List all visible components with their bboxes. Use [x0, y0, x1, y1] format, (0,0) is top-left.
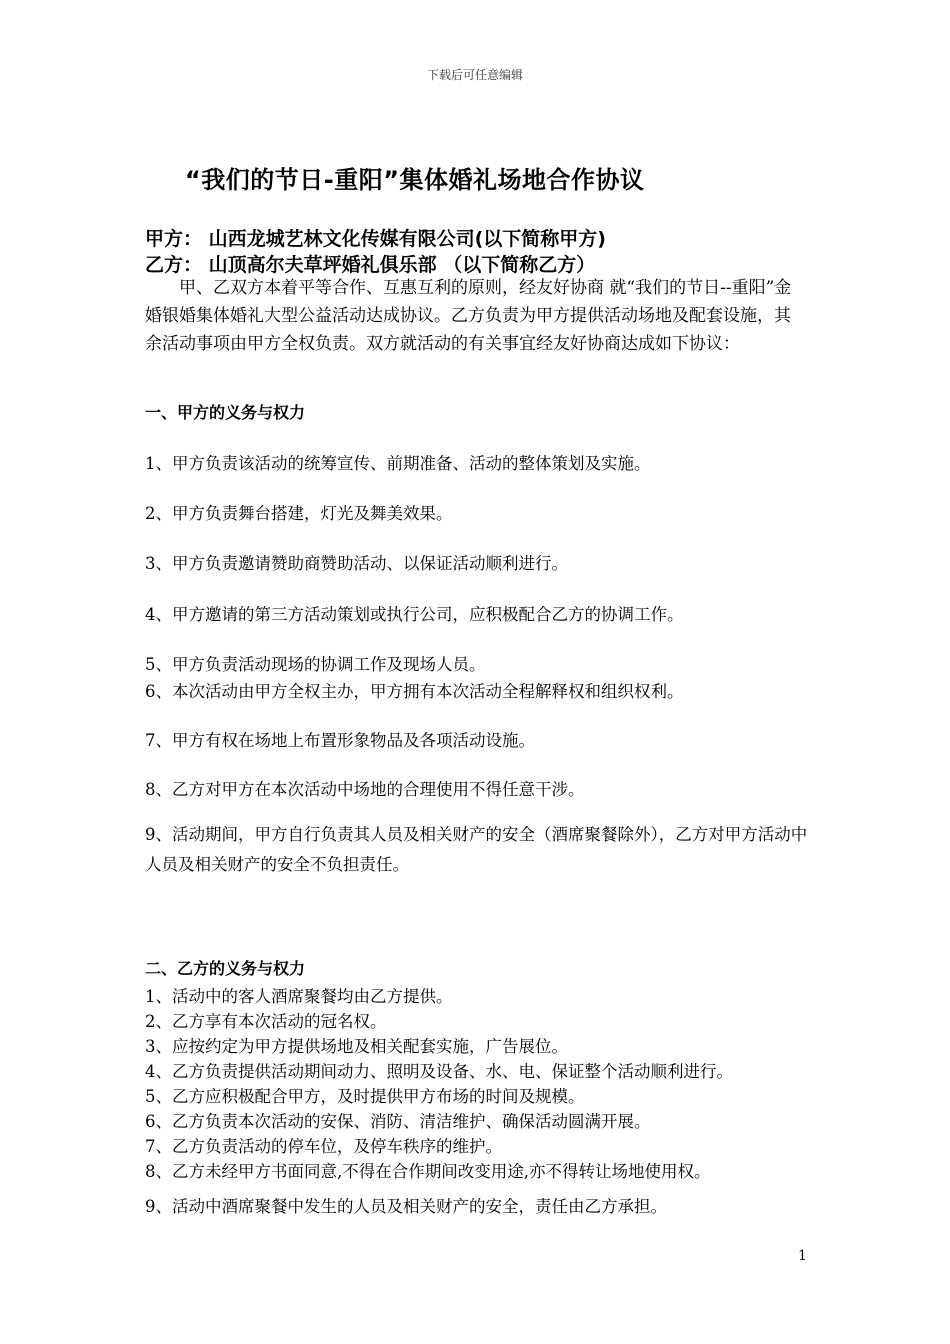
section-1-item: 5、甲方负责活动现场的协调工作及现场人员。 [145, 655, 486, 674]
section-2-item: 1、活动中的客人酒席聚餐均由乙方提供。 [145, 987, 453, 1006]
section-1-item: 6、本次活动由甲方全权主办，甲方拥有本次活动全程解释权和组织权利。 [145, 682, 684, 701]
section-1-item: 4、甲方邀请的第三方活动策划或执行公司，应积极配合乙方的协调工作。 [145, 605, 684, 624]
section-2-item: 6、乙方负责本次活动的安保、消防、清洁维护、确保活动圆满开展。 [145, 1112, 651, 1131]
page-number: 1 [798, 1248, 807, 1264]
section-2-item: 3、应按约定为甲方提供场地及相关配套实施，广告展位。 [145, 1037, 568, 1056]
section-2-item: 4、乙方负责提供活动期间动力、照明及设备、水、电、保证整个活动顺利进行。 [145, 1062, 733, 1081]
section-2-item: 2、乙方享有本次活动的冠名权。 [145, 1012, 387, 1031]
section-1-item: 8、乙方对甲方在本次活动中场地的合理使用不得任意干涉。 [145, 780, 585, 799]
party-b-line: 乙方： 山顶高尔夫草坪婚礼俱乐部 （以下简称乙方） [145, 254, 596, 276]
intro-paragraph: 甲、乙双方本着平等合作、互惠互利的原则，经友好协商 就“我们的节日--重阳”金婚银婚集体婚礼大型公益活动达成协议。乙方负责为甲方提供活动场地及配套设施，其余活动事项由甲方全权负责。双方就活动的有关事宜经友好协商达成如下协议： [145, 278, 792, 354]
section-1-item: 2、甲方负责舞台搭建，灯光及舞美效果。 [145, 504, 453, 523]
section-1-item: 1、甲方负责该活动的统筹宣传、前期准备、活动的整体策划及实施。 [145, 454, 651, 473]
document-title: “我们的节日-重阳”集体婚礼场地合作协议 [185, 166, 645, 194]
section-2-item: 5、乙方应积极配合甲方，及时提供甲方布场的时间及规模。 [145, 1087, 585, 1106]
section-2-item: 9、活动中酒席聚餐中发生的人员及相关财产的安全，责任由乙方承担。 [145, 1197, 667, 1216]
download-note: 下载后可任意编辑 [426, 68, 523, 82]
party-a-line: 甲方： 山西龙城艺林文化传媒有限公司(以下简称甲方) [145, 228, 606, 250]
section-1-item: 3、甲方负责邀请赞助商赞助活动、以保证活动顺利进行。 [145, 554, 568, 573]
section-1-heading: 一、甲方的义务与权力 [145, 403, 306, 422]
section-2-heading: 二、乙方的义务与权力 [145, 959, 306, 978]
section-1-item: 9、活动期间，甲方自行负责其人员及相关财产的安全（酒席聚餐除外），乙方对甲方活动中人员及相关财产的安全不负担责任。 [145, 825, 808, 874]
section-1-item: 7、甲方有权在场地上布置形象物品及各项活动设施。 [145, 731, 535, 750]
section-2-item: 7、乙方负责活动的停车位，及停车秩序的维护。 [145, 1137, 502, 1156]
section-2-item: 8、乙方未经甲方书面同意,不得在合作期间改变用途,亦不得转让场地使用权。 [145, 1162, 711, 1181]
